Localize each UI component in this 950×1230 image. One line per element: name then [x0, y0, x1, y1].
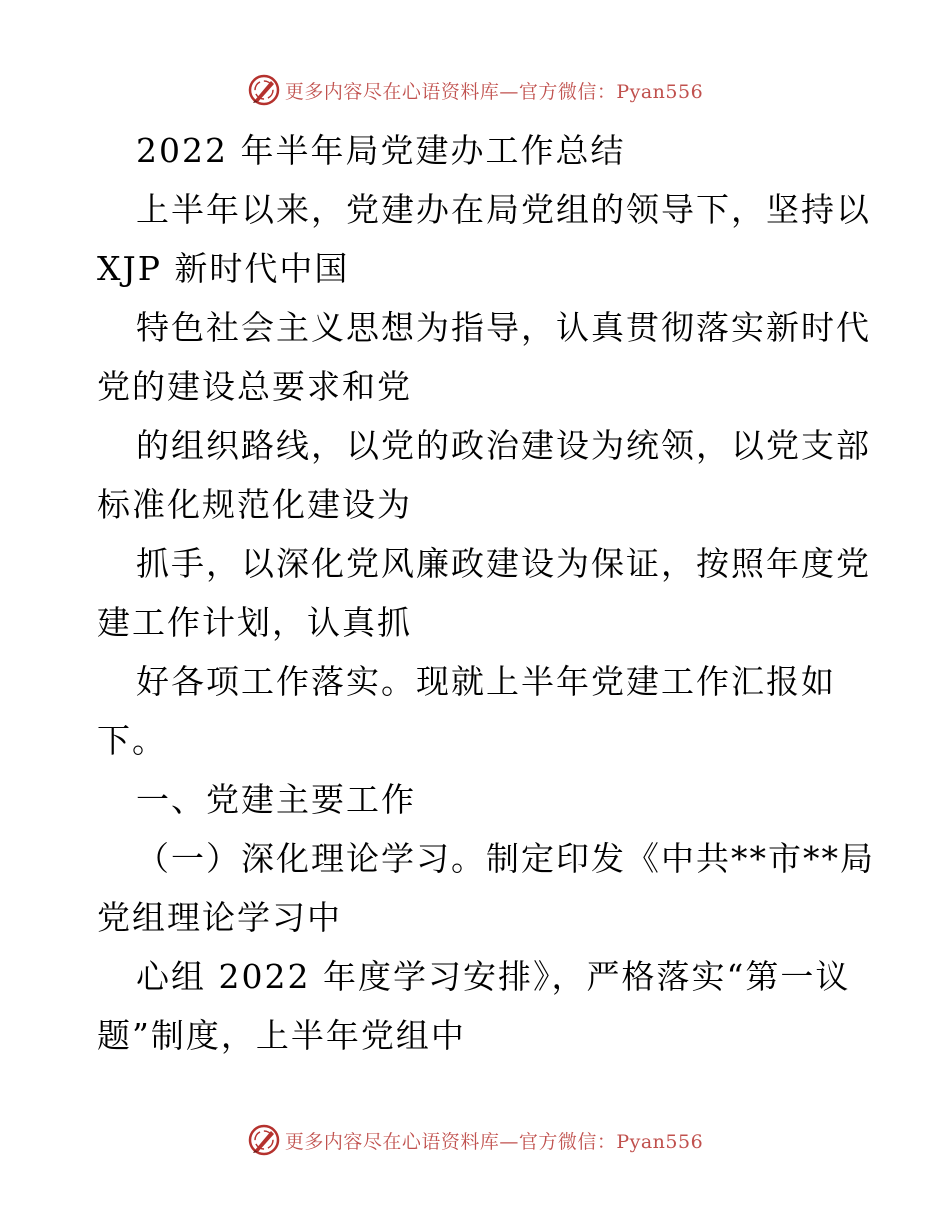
text-line: 党的建设总要求和党	[97, 367, 412, 406]
text-line: （一）深化理论学习。制定印发《中共**市**局	[136, 839, 875, 878]
text-line: 上半年以来，党建办在局党组的领导下，坚持以	[136, 190, 871, 229]
text-line: 建工作计划，认真抓	[97, 603, 412, 642]
text-line: XJP 新时代中国	[97, 249, 350, 288]
text-line: 标准化规范化建设为	[97, 485, 412, 524]
text-line: 2022 年半年局党建办工作总结	[136, 131, 626, 170]
text-line: 好各项工作落实。现就上半年党建工作汇报如	[136, 662, 836, 701]
pen-logo-icon	[247, 73, 281, 107]
text-line: 的组织路线，以党的政治建设为统领，以党支部	[136, 426, 871, 465]
text-line: 一、党建主要工作	[136, 780, 416, 819]
footer-banner	[0, 1120, 950, 1160]
pen-logo-icon	[247, 1123, 281, 1157]
text-line: 党组理论学习中	[97, 898, 342, 937]
header-banner	[0, 70, 950, 110]
banner-text: 更多内容尽在心语资料库—官方微信：Pyan556	[284, 1130, 704, 1153]
text-line: 抓手，以深化党风廉政建设为保证，按照年度党	[136, 544, 871, 583]
text-line: 题”制度，上半年党组中	[97, 1016, 466, 1055]
text-line: 下。	[97, 721, 167, 760]
text-line: 特色社会主义思想为指导，认真贯彻落实新时代	[136, 308, 871, 347]
banner-text: 更多内容尽在心语资料库—官方微信：Pyan556	[284, 80, 704, 103]
text-line: 心组 2022 年度学习安排》，严格落实“第一议	[136, 957, 851, 996]
document-body	[97, 121, 875, 1065]
